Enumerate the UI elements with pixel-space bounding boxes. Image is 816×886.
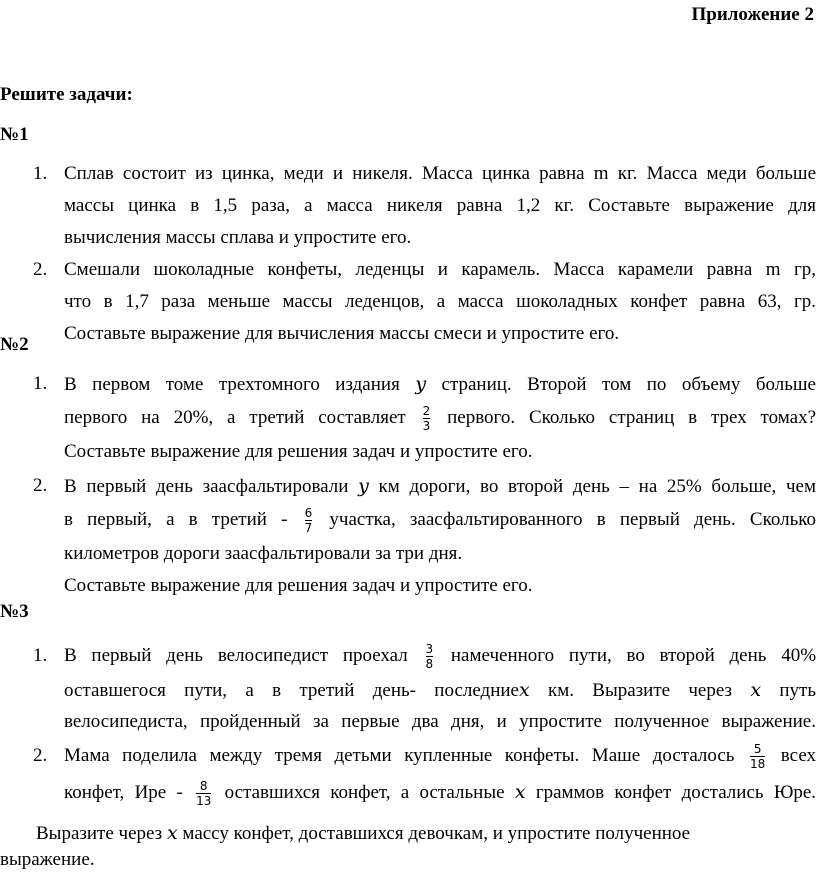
item-line: Составьте выражение для решения задач и упростите его. <box>64 575 533 596</box>
item-line: вычисления массы сплава и упростите его. <box>64 227 412 248</box>
section-label-1: №1 <box>0 124 29 145</box>
page-title: Решите задачи: <box>0 84 133 105</box>
section-label-3: №3 <box>0 601 29 622</box>
item-line: велосипедиста, пройденный за первые два дня, и упростите полученное выражение. <box>64 711 816 732</box>
item-number: 1. <box>33 373 48 394</box>
item-line: В первом томе трехтомного издания y страниц. Второй том по объему больше <box>64 373 816 395</box>
list-item <box>0 254 816 350</box>
section-label-2: №2 <box>0 334 29 355</box>
item-number: 1. <box>33 163 48 184</box>
item-line: Смешали шоколадные конфеты, леденцы и карамель. Масса карамели равна m гр, <box>64 259 816 280</box>
variable-x: x <box>166 822 178 844</box>
item-line: Мама поделила между тремя детьми купленные конфеты. Маше досталось $\frac{5}{18}$ всех <box>64 742 816 772</box>
list-item <box>0 158 816 254</box>
item-line: что в 1,7 раза меньше массы леденцов, а масса шоколадных конфет равна 63, гр. <box>64 291 816 312</box>
item-line: оставшегося пути, а в третий день- последниеx км. Выразите через x путь <box>64 679 816 701</box>
section-2-list <box>0 368 816 602</box>
fraction: $\frac{2}{3}$ <box>422 404 431 434</box>
section-3-list <box>0 638 816 810</box>
item-number: 1. <box>33 645 48 666</box>
fraction: $\frac{5}{18}$ <box>750 742 766 772</box>
item-number: 2. <box>33 475 48 496</box>
variable-y: y <box>358 475 369 497</box>
fraction: $\frac{8}{13}$ <box>196 779 212 809</box>
variable-x: x <box>514 781 526 803</box>
list-item <box>0 638 816 738</box>
fraction: $\frac{3}{8}$ <box>425 642 434 672</box>
closing-paragraph: Выразите через x массу конфет, доставшихся девочкам, и упростите полученное выражение. <box>0 820 816 873</box>
item-line: в первый, а в третий - $\frac{6}{7}$ участка, заасфальтированного в первый день. Сколько <box>64 506 816 536</box>
variable-x: x <box>518 679 530 701</box>
item-line: Сплав состоит из цинка, меди и никеля. Масса цинка равна m кг. Масса меди больше <box>64 163 816 184</box>
section-1-list <box>0 158 816 350</box>
item-line: массы цинка в 1,5 раза, а масса никеля равна 1,2 кг. Составьте выражение для <box>64 195 816 216</box>
fraction: $\frac{6}{7}$ <box>304 506 313 536</box>
item-number: 2. <box>33 745 48 766</box>
item-line: В первый день велосипедист проехал $\frac{3}{8}$ намеченного пути, во второй день 40% <box>64 642 816 672</box>
item-line: первого на 20%, а третий составляет $\frac{2}{3}$ первого. Сколько страниц в трех томах? <box>64 404 816 434</box>
variable-y: y <box>415 373 427 395</box>
closing-line: выражение. <box>0 849 95 870</box>
list-item <box>0 368 816 468</box>
list-item <box>0 738 816 810</box>
item-line: конфет, Ире - $\frac{8}{13}$ оставшихся конфет, а остальные x граммов конфет достались Юре. <box>64 779 816 809</box>
item-line: километров дороги заасфальтировали за три дня. <box>64 543 463 564</box>
list-item <box>0 470 816 602</box>
item-line: Составьте выражение для вычисления массы смеси и упростите его. <box>64 323 620 344</box>
item-line: В первый день заасфальтировали y км дороги, во второй день – на 25% больше, чем <box>64 475 816 497</box>
variable-x: x <box>750 679 762 701</box>
item-line: Составьте выражение для решения задач и упростите его. <box>64 441 533 462</box>
item-number: 2. <box>33 259 48 280</box>
appendix-label: Приложение 2 <box>691 4 814 25</box>
